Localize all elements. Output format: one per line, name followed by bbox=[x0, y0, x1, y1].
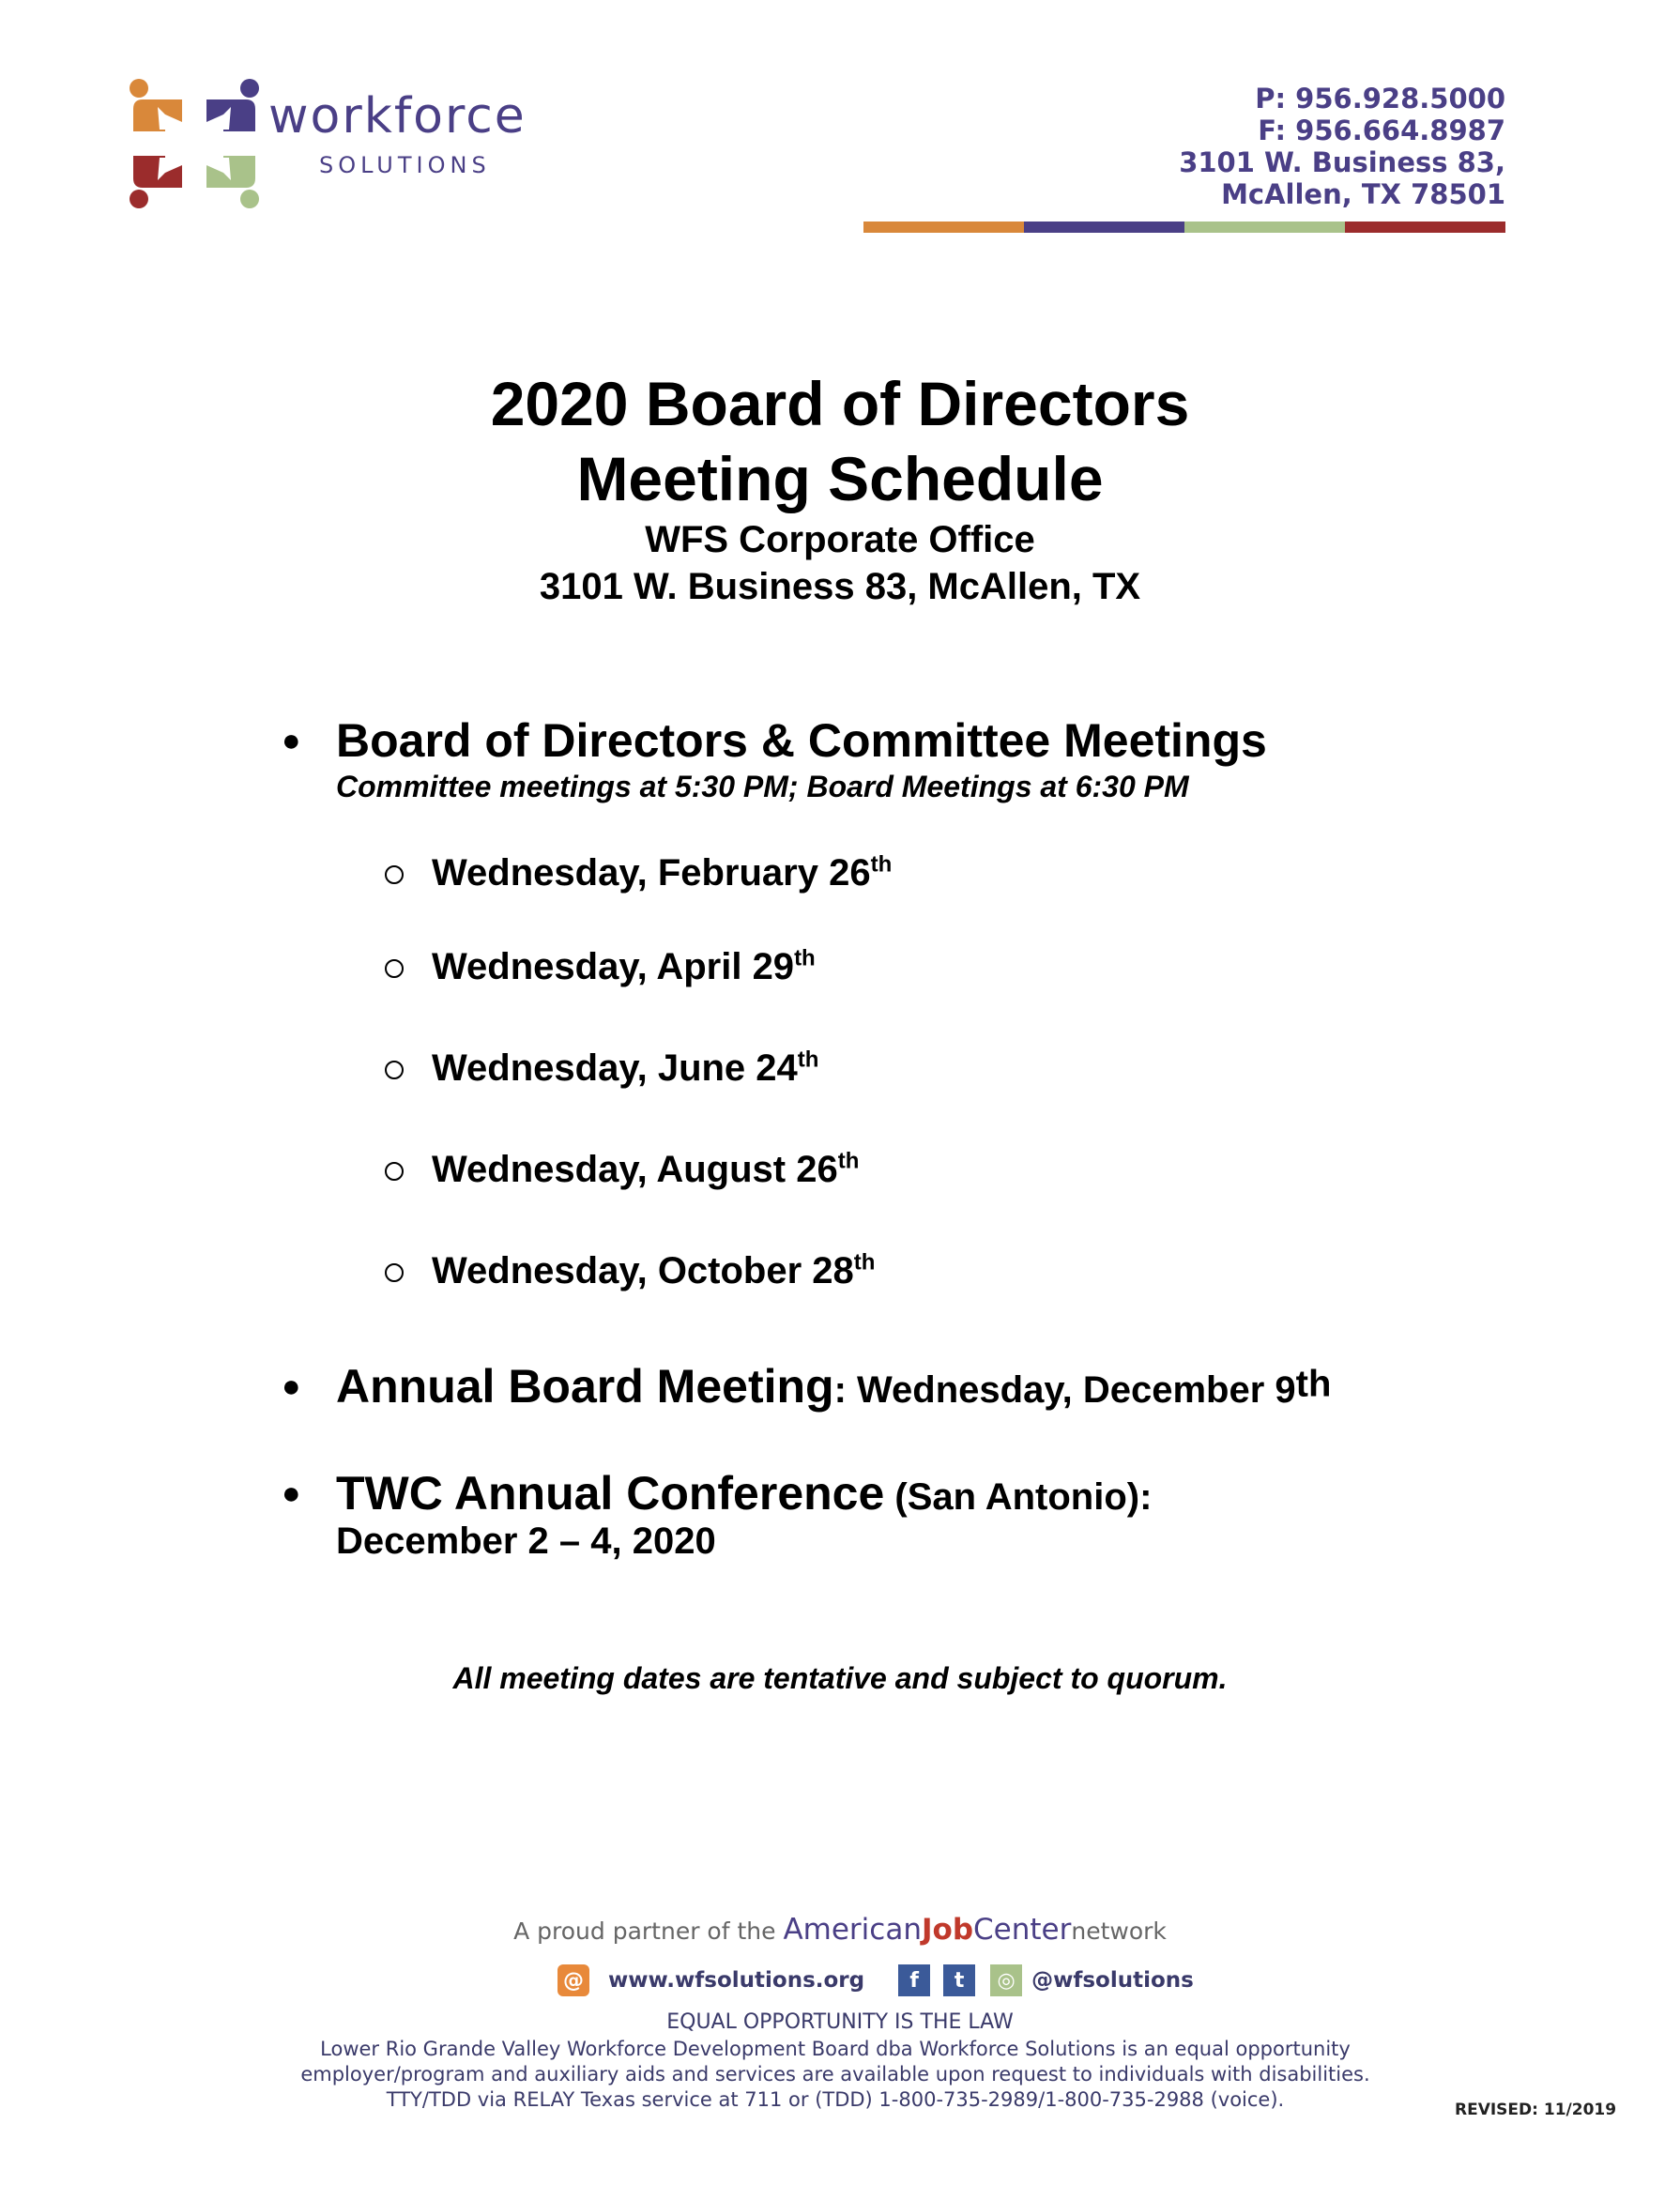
address-line-2: McAllen, TX 78501 bbox=[1221, 178, 1505, 210]
contact-block bbox=[1179, 83, 1505, 210]
stripe-segment-orange bbox=[863, 222, 1024, 233]
web-icon[interactable]: @ bbox=[557, 1964, 589, 1996]
twc-conference-dates: December 2 – 4, 2020 bbox=[336, 1520, 716, 1562]
ajc-partner-line bbox=[0, 1913, 1680, 1947]
title-line-1: 2020 Board of Directors bbox=[490, 369, 1190, 438]
ajc-center: Center bbox=[973, 1913, 1072, 1947]
meeting-date-3-label: Wednesday, June 24 bbox=[432, 1047, 798, 1089]
website-link[interactable]: www.wfsolutions.org bbox=[608, 1968, 865, 1993]
meeting-date-2-label: Wednesday, April 29 bbox=[432, 946, 795, 987]
eo-line-1: Lower Rio Grande Valley Workforce Development Board dba Workforce Solutions is an equal opportunity bbox=[320, 2038, 1351, 2060]
logo-subtitle: SOLUTIONS bbox=[319, 152, 491, 178]
title-line-2: Meeting Schedule bbox=[576, 444, 1104, 513]
bullet-icon: ● bbox=[282, 1475, 301, 1511]
partner-suffix: network bbox=[1071, 1918, 1167, 1945]
meeting-date-1-text bbox=[432, 852, 892, 894]
logo-wordmark: workforce bbox=[268, 88, 527, 145]
twc-conference-location: (San Antonio): bbox=[884, 1476, 1153, 1518]
equal-opportunity-text bbox=[244, 2037, 1427, 2113]
meeting-date-3-text bbox=[432, 1047, 818, 1089]
revised-date: REVISED: 11/2019 bbox=[1455, 2101, 1617, 2119]
workforce-solutions-logo bbox=[126, 75, 527, 216]
logo-mark-icon bbox=[126, 75, 267, 216]
equal-opportunity-heading: EQUAL OPPORTUNITY IS THE LAW bbox=[666, 2010, 1014, 2034]
ordinal-suffix: th bbox=[870, 851, 893, 878]
meeting-date-5-text bbox=[432, 1250, 875, 1291]
stripe-segment-red bbox=[1345, 222, 1505, 233]
meeting-date-5-label: Wednesday, October 28 bbox=[432, 1250, 854, 1291]
meeting-date-4-label: Wednesday, August 26 bbox=[432, 1149, 838, 1190]
social-handle[interactable]: @wfsolutions bbox=[1031, 1968, 1194, 1993]
ajc-job: Job bbox=[921, 1913, 974, 1947]
fax-number: F: 956.664.8987 bbox=[1258, 115, 1505, 146]
stripe-segment-green bbox=[1184, 222, 1345, 233]
circle-bullet-icon bbox=[385, 1061, 404, 1079]
address-line-1: 3101 W. Business 83, bbox=[1179, 146, 1505, 178]
bullet-icon: ● bbox=[282, 1368, 301, 1404]
annual-board-meeting-date: : Wednesday, December 9 bbox=[833, 1369, 1296, 1411]
annual-board-meeting-line bbox=[336, 1359, 1331, 1413]
circle-bullet-icon bbox=[385, 865, 404, 884]
twitter-icon[interactable]: t bbox=[943, 1964, 975, 1996]
circle-bullet-icon bbox=[385, 1263, 404, 1282]
office-name: WFS Corporate Office bbox=[645, 519, 1035, 560]
social-links bbox=[557, 1962, 1194, 1999]
bullet-icon: ● bbox=[282, 723, 301, 758]
ordinal-suffix: th bbox=[837, 1148, 860, 1174]
twc-conference-heading: TWC Annual Conference bbox=[336, 1467, 885, 1520]
circle-bullet-icon bbox=[385, 1162, 404, 1181]
partner-prefix: A proud partner of the bbox=[513, 1918, 784, 1945]
facebook-icon[interactable]: f bbox=[898, 1964, 930, 1996]
instagram-icon[interactable]: ◎ bbox=[990, 1964, 1022, 1996]
meeting-date-2-text bbox=[432, 946, 816, 987]
twc-conference-line bbox=[336, 1466, 1152, 1520]
ordinal-suffix: th bbox=[794, 945, 816, 971]
ajc-american: American bbox=[783, 1913, 922, 1947]
ordinal-suffix: th bbox=[797, 1047, 819, 1073]
stripe-segment-purple bbox=[1024, 222, 1184, 233]
meeting-times-note: Committee meetings at 5:30 PM; Board Meetings at 6:30 PM bbox=[336, 770, 1189, 803]
ordinal-suffix: th bbox=[853, 1249, 876, 1276]
phone-number: P: 956.928.5000 bbox=[1255, 83, 1505, 115]
section-board-meetings-heading: Board of Directors & Committee Meetings bbox=[336, 714, 1267, 767]
eo-line-2: employer/program and auxiliary aids and services are available upon request to individuals with disabilities. bbox=[300, 2063, 1370, 2086]
meeting-date-1-label: Wednesday, February 26 bbox=[432, 852, 871, 894]
eo-line-3: TTY/TDD via RELAY Texas service at 711 or (TDD) 1-800-735-2989/1-800-735-2988 (voice). bbox=[386, 2088, 1285, 2111]
circle-bullet-icon bbox=[385, 959, 404, 978]
office-address: 3101 W. Business 83, McAllen, TX bbox=[539, 566, 1141, 607]
meeting-date-4-text bbox=[432, 1149, 859, 1190]
document-title bbox=[0, 366, 1680, 610]
annual-board-meeting-heading: Annual Board Meeting bbox=[336, 1360, 834, 1413]
tentative-disclaimer: All meeting dates are tentative and subject to quorum. bbox=[452, 1661, 1228, 1695]
ordinal-suffix: th bbox=[1295, 1363, 1332, 1405]
color-stripe bbox=[863, 222, 1505, 233]
